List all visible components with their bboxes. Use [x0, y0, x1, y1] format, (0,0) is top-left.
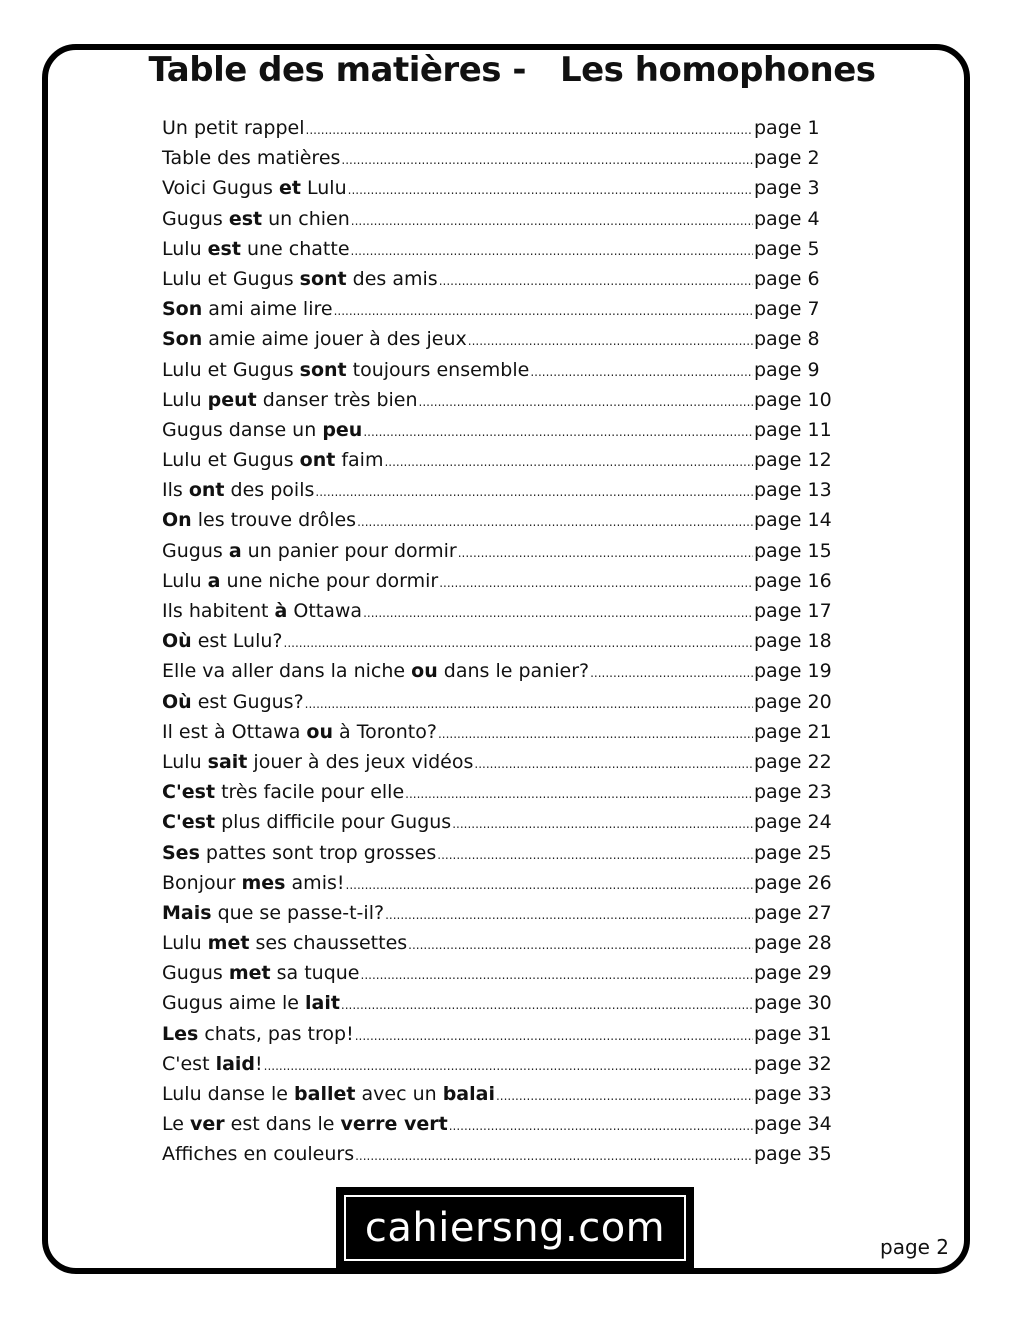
toc-page-number: page 5	[754, 237, 820, 260]
toc-row	[162, 540, 834, 570]
toc-row	[162, 1023, 834, 1053]
toc-entry-label	[162, 359, 529, 381]
toc-row	[162, 962, 834, 992]
toc-dot-leader	[334, 298, 753, 320]
toc-entry-homophone: ont	[299, 449, 336, 472]
toc-entry-text: Il est à Ottawa	[162, 720, 307, 743]
toc-entry-label	[162, 872, 345, 894]
toc-entry-text: Un petit rappel	[162, 117, 305, 139]
toc-page-number: page 17	[754, 600, 832, 622]
toc-row	[162, 691, 834, 721]
toc-dot-leader	[474, 751, 753, 773]
toc-page-number: page 8	[754, 328, 820, 351]
toc-entry-label	[162, 117, 305, 139]
toc-row	[162, 932, 834, 962]
toc-page-number: page 6	[754, 267, 820, 290]
toc-entry-label	[162, 781, 404, 803]
footer-page-number: page 2	[880, 1235, 950, 1259]
toc-row	[162, 811, 834, 841]
toc-page-number: page 30	[754, 992, 832, 1015]
toc-row	[162, 1053, 834, 1083]
toc-entry-label	[162, 902, 384, 924]
toc-dot-leader	[438, 721, 753, 743]
toc-page-number: page 3	[754, 177, 820, 200]
toc-page-number: page 4	[754, 207, 820, 230]
toc-dot-leader	[305, 691, 753, 713]
toc-page-number: page 1	[754, 117, 820, 139]
toc-dot-leader	[458, 540, 753, 562]
toc-row	[162, 1113, 834, 1143]
toc-entry-homophone: a	[228, 539, 242, 562]
toc-entry-text: amis!	[285, 871, 345, 894]
toc-entry-homophone: met	[228, 962, 271, 985]
toc-page-number: page 18	[754, 630, 832, 653]
toc-entry-label	[162, 177, 347, 199]
toc-dot-leader	[355, 1023, 753, 1045]
toc-entry-text: Lulu	[162, 388, 208, 411]
toc-entry-text: danser très bien	[256, 388, 418, 411]
toc-dot-leader	[439, 570, 753, 592]
toc-dot-leader	[346, 872, 754, 894]
toc-dot-leader	[419, 389, 753, 411]
toc-page-number: page 10	[754, 388, 832, 411]
toc-entry-text: Ils	[162, 479, 189, 502]
toc-entry-text: Lulu	[162, 750, 208, 773]
toc-page-number: page 2	[754, 147, 820, 170]
toc-dot-leader	[449, 1113, 753, 1135]
toc-entry-text: plus difficile pour Gugus	[215, 811, 452, 834]
toc-entry-homophone: ou	[411, 660, 438, 683]
toc-entry-homophone: C'est	[162, 811, 216, 834]
toc-entry-label	[162, 751, 473, 773]
toc-row	[162, 238, 834, 268]
toc-dot-leader	[590, 660, 753, 682]
toc-entry-text: chats, pas trop!	[198, 1022, 354, 1045]
toc-row	[162, 992, 834, 1022]
toc-entry-label	[162, 298, 333, 320]
toc-entry-text: une niche pour dormir	[220, 569, 439, 592]
toc-dot-leader	[357, 509, 753, 531]
toc-entry-text: les trouve drôles	[191, 509, 357, 532]
toc-dot-leader	[439, 268, 753, 290]
toc-page-number: page 11	[754, 418, 832, 441]
toc-page-number: page 15	[754, 539, 832, 562]
toc-entry-label	[162, 600, 362, 622]
toc-entry-label	[162, 721, 437, 743]
toc-entry-text: Ottawa	[287, 600, 363, 622]
toc-page-number: page 13	[754, 479, 832, 502]
toc-entry-text: Lulu et Gugus	[162, 267, 300, 290]
toc-entry-text: pattes sont trop grosses	[199, 841, 437, 864]
toc-entry-homophone: à	[274, 600, 288, 622]
toc-entry-text: Lulu et Gugus	[162, 358, 300, 381]
toc-entry-homophone: ou	[306, 720, 333, 743]
toc-row	[162, 751, 834, 781]
toc-row	[162, 268, 834, 298]
toc-row	[162, 842, 834, 872]
toc-row	[162, 570, 834, 600]
toc-entry-label	[162, 479, 314, 501]
toc-entry-text: que se passe-t-il?	[211, 901, 385, 924]
toc-page-number: page 32	[754, 1052, 832, 1075]
toc-entry-homophone: C'est	[162, 781, 216, 804]
toc-page-number: page 29	[754, 962, 832, 985]
toc-entry-text: ses chaussettes	[249, 932, 408, 955]
site-logo-inner-border	[344, 1195, 686, 1261]
toc-page-number: page 23	[754, 781, 832, 804]
toc-entry-homophone: Où	[162, 690, 192, 713]
toc-page-number: page 35	[754, 1143, 832, 1166]
toc-entry-label	[162, 1143, 354, 1165]
toc-row	[162, 298, 834, 328]
toc-dot-leader	[264, 1053, 753, 1075]
toc-entry-text: Lulu	[162, 569, 208, 592]
toc-entry-text: C'est	[162, 1052, 216, 1075]
toc-entry-text: Lulu et Gugus	[162, 449, 300, 472]
toc-row	[162, 389, 834, 419]
toc-entry-text: Gugus danse un	[162, 418, 323, 441]
toc-entry-homophone: Où	[162, 630, 192, 653]
toc-row	[162, 177, 834, 207]
toc-entry-label	[162, 1053, 263, 1075]
toc-dot-leader	[385, 902, 753, 924]
toc-entry-label	[162, 660, 589, 682]
toc-entry-text: des poils	[224, 479, 315, 502]
toc-row	[162, 721, 834, 751]
page-title	[0, 50, 1024, 90]
toc-entry-text: est Lulu?	[191, 630, 283, 653]
toc-entry-text: Gugus	[162, 539, 229, 562]
site-logo	[336, 1187, 694, 1269]
site-logo-text: cahiersng.com	[364, 1205, 666, 1251]
toc-entry-label	[162, 419, 362, 441]
toc-entry-text: amie aime jouer à des jeux	[202, 328, 467, 351]
toc-dot-leader	[437, 842, 753, 864]
toc-entry-homophone: Son	[162, 298, 203, 321]
toc-entry-text: une chatte	[240, 237, 350, 260]
toc-entry-homophone: sont	[299, 358, 347, 381]
toc-entry-homophone: verre vert	[340, 1113, 448, 1136]
toc-entry-label	[162, 1113, 448, 1135]
toc-row	[162, 600, 834, 630]
toc-entry-text: Bonjour	[162, 871, 242, 894]
toc-entry-homophone: lait	[304, 992, 340, 1015]
toc-entry-label	[162, 328, 467, 350]
toc-dot-leader	[361, 962, 754, 984]
toc-row	[162, 902, 834, 932]
toc-dot-leader	[351, 238, 753, 260]
toc-row	[162, 419, 834, 449]
toc-entry-homophone: sont	[299, 267, 347, 290]
toc-entry-text: Ils habitent	[162, 600, 275, 622]
toc-entry-homophone: est	[228, 207, 263, 230]
toc-dot-leader	[306, 117, 754, 139]
toc-entry-homophone: a	[207, 569, 221, 592]
toc-entry-text: Gugus	[162, 207, 229, 230]
toc-page-number: page 25	[754, 841, 832, 864]
toc-entry-label	[162, 842, 436, 864]
toc-entry-label	[162, 389, 418, 411]
toc-entry-homophone: peu	[322, 418, 363, 441]
toc-entry-label	[162, 811, 451, 833]
toc-entry-text: jouer à des jeux vidéos	[247, 750, 474, 773]
toc-row	[162, 781, 834, 811]
toc-entry-label	[162, 1083, 495, 1105]
toc-dot-leader	[363, 419, 753, 441]
toc-dot-leader	[496, 1083, 753, 1105]
toc-entry-homophone: ballet	[294, 1083, 356, 1105]
toc-row	[162, 509, 834, 539]
toc-row	[162, 1083, 834, 1113]
toc-entry-text: Lulu	[162, 932, 208, 955]
toc-entry-homophone: Mais	[162, 901, 212, 924]
toc-row	[162, 208, 834, 238]
title-right: Les homophones	[559, 50, 876, 90]
toc-page-number: page 24	[754, 811, 832, 834]
toc-entry-text: très facile pour elle	[215, 781, 405, 804]
toc-page-number: page 33	[754, 1083, 832, 1105]
toc-dot-leader	[452, 811, 753, 833]
toc-entry-homophone: laid	[215, 1052, 256, 1075]
toc-entry-label	[162, 691, 304, 713]
toc-entry-label	[162, 509, 356, 531]
toc-entry-label	[162, 540, 457, 562]
toc-page-number: page 21	[754, 720, 832, 743]
toc-page-number: page 31	[754, 1022, 832, 1045]
toc-entry-homophone: ver	[189, 1113, 225, 1136]
toc-page-number: page 22	[754, 750, 832, 773]
toc-page-number: page 14	[754, 509, 832, 532]
toc-entry-label	[162, 238, 350, 260]
toc-entry-label	[162, 992, 340, 1014]
toc-entry-label	[162, 268, 438, 290]
toc-entry-text: ami aime lire	[202, 298, 333, 321]
toc-row	[162, 328, 834, 358]
toc-entry-label	[162, 932, 407, 954]
toc-entry-homophone: Les	[162, 1022, 199, 1045]
toc-entry-label	[162, 570, 438, 592]
toc-entry-text: dans le panier?	[437, 660, 590, 683]
toc-dot-leader	[408, 932, 753, 954]
toc-row	[162, 359, 834, 389]
toc-page-number: page 26	[754, 871, 832, 894]
toc-page-number: page 20	[754, 690, 832, 713]
toc-entry-text: un panier pour dormir	[241, 539, 457, 562]
toc-row	[162, 1143, 834, 1173]
toc-entry-text: Lulu	[300, 177, 347, 200]
toc-page-number: page 12	[754, 449, 832, 472]
toc-entry-homophone: et	[279, 177, 301, 200]
toc-entry-homophone: ont	[188, 479, 225, 502]
toc-entry-label	[162, 208, 350, 230]
toc-entry-homophone: met	[207, 932, 250, 955]
toc-page-number: page 9	[754, 358, 820, 381]
toc-row	[162, 147, 834, 177]
toc-entry-label	[162, 449, 383, 471]
toc-entry-label	[162, 962, 360, 984]
toc-dot-leader	[384, 449, 753, 471]
toc-dot-leader	[468, 328, 753, 350]
toc-entry-homophone: est	[207, 237, 241, 260]
toc-entry-label	[162, 1023, 354, 1045]
toc-row	[162, 449, 834, 479]
toc-entry-text: sa tuque	[270, 962, 360, 985]
toc-entry-text: des amis	[346, 267, 438, 290]
toc-page-number: page 27	[754, 901, 832, 924]
toc-row	[162, 872, 834, 902]
toc-entry-text: Table des matières	[162, 147, 341, 170]
title-left: Table des matières -	[148, 50, 526, 90]
toc-entry-homophone: sait	[207, 750, 248, 773]
toc-entry-text: faim	[335, 449, 384, 472]
toc-entry-label	[162, 630, 283, 652]
toc-entry-text: toujours ensemble	[346, 358, 530, 381]
toc-entry-homophone: peut	[207, 388, 257, 411]
toc-entry-text: Affiches en couleurs	[162, 1143, 355, 1166]
toc-dot-leader	[355, 1143, 753, 1165]
toc-entry-text: Voici Gugus	[162, 177, 279, 200]
toc-row	[162, 660, 834, 690]
toc-entry-text: Lulu danse le	[162, 1083, 295, 1105]
toc-entry-text: Elle va aller dans la niche	[162, 660, 412, 683]
toc-page-number: page 34	[754, 1113, 832, 1136]
toc-entry-text: Gugus	[162, 962, 229, 985]
toc-dot-leader	[315, 479, 753, 501]
table-of-contents	[162, 117, 834, 1174]
toc-page-number: page 7	[754, 298, 820, 321]
toc-dot-leader	[348, 177, 753, 199]
toc-entry-text: à Toronto?	[333, 720, 437, 743]
toc-entry-text: Lulu	[162, 237, 208, 260]
toc-entry-label	[162, 147, 340, 169]
toc-dot-leader	[341, 147, 753, 169]
toc-dot-leader	[530, 359, 753, 381]
toc-entry-text: un chien	[262, 207, 350, 230]
toc-row	[162, 479, 834, 509]
toc-page-number: page 16	[754, 569, 832, 592]
toc-dot-leader	[405, 781, 753, 803]
toc-entry-homophone: Son	[162, 328, 203, 351]
toc-entry-homophone: On	[162, 509, 192, 532]
toc-entry-homophone: Ses	[162, 841, 200, 864]
toc-row	[162, 117, 834, 147]
toc-entry-text: Gugus aime le	[162, 992, 305, 1015]
toc-row	[162, 630, 834, 660]
toc-page-number: page 28	[754, 932, 832, 955]
toc-entry-text: Le	[162, 1113, 190, 1136]
toc-dot-leader	[341, 992, 753, 1014]
toc-entry-homophone: balai	[442, 1083, 495, 1105]
toc-entry-text: !	[255, 1052, 263, 1075]
toc-entry-text: avec un	[355, 1083, 443, 1105]
toc-dot-leader	[351, 208, 753, 230]
toc-entry-homophone: mes	[241, 871, 286, 894]
toc-dot-leader	[284, 630, 753, 652]
toc-entry-text: est dans le	[224, 1113, 341, 1136]
toc-entry-text: est Gugus?	[191, 690, 304, 713]
toc-page-number: page 19	[754, 660, 832, 683]
toc-dot-leader	[363, 600, 753, 622]
